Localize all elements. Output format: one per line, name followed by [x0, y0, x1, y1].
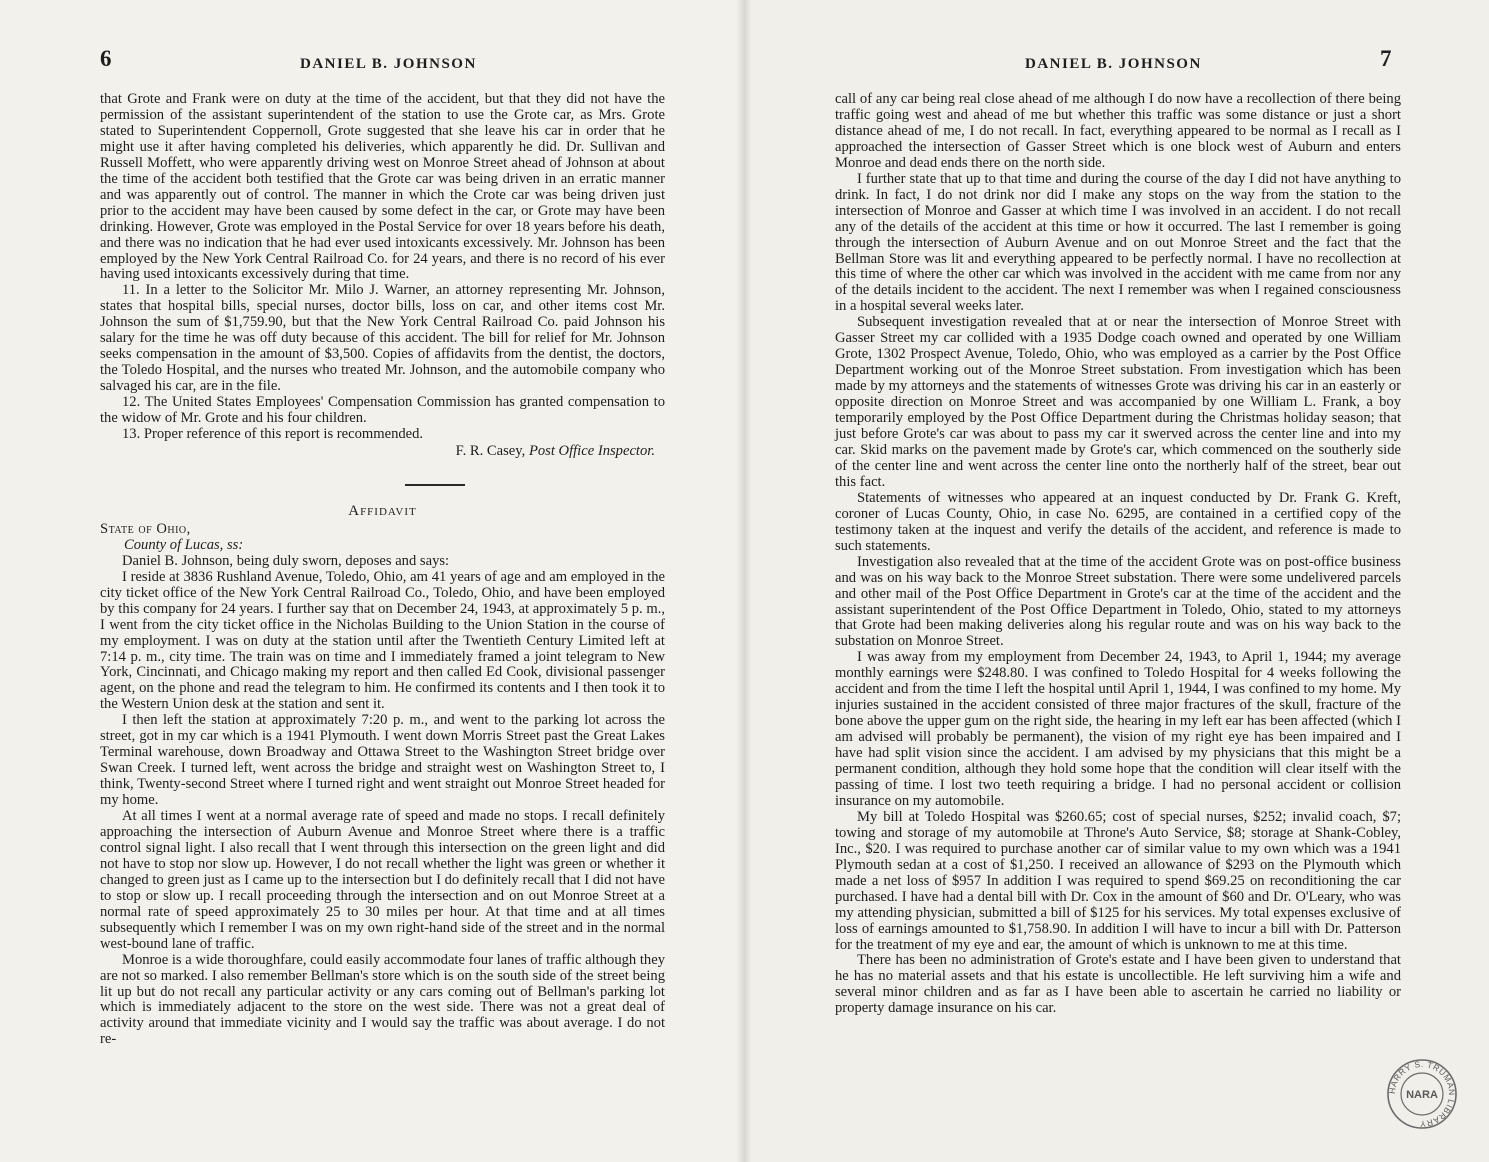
stamp-center-text: NARA: [1406, 1089, 1438, 1101]
paragraph: Statements of witnesses who appeared at an inquest conducted by Dr. Frank G. Kreft, coroner of Lucas County, Ohio, in case No. 6295, are contained in a certified copy of the testimony taken at the inquest and verify the details of the accident, and reference is made to such statements.: [835, 489, 1401, 554]
paragraph: There has been no administration of Grote's estate and I have been given to understand that he has no material assets and that his estate is uncollectible. He left surviving him a wife and several minor children and as far as I have been able to ascertain he carried no liability or property damage insurance on his car.: [835, 952, 1401, 1017]
paragraph: Subsequent investigation revealed that at or near the intersection of Monroe Street with Gasser Street my car collided with a 1935 Dodge coach owned and operated by one William Grote, 1302 Prospect Avenue, Toledo, Ohio, who was employed as a carrier by the Post Office Department working out of the Monroe Street substation. From investigation which has been made by my attorneys and the statements of witnesses Grote was driving his car in an easterly or opposite direction on Monroe Street and was accompanied by one William L. Frank, a boy temporarily employed by the Post Office Department during the Christmas holiday season; that just before Grote's car was about to pass my car it swerved across the center line and into my car. Skid marks on the pavement made by Grote's car, which commenced on the southerly side of the center line and went across the center line onto the northerly half of the street, bear out this fact.: [835, 314, 1401, 490]
nara-library-stamp-icon: [1386, 1058, 1458, 1130]
stamp-arc-text: HARRY S. TRUMAN LIBRARY: [1386, 1058, 1458, 1130]
page-number: 7: [1380, 46, 1392, 71]
paragraph: At all times I went at a normal average rate of speed and made no stops. I recall definitely approaching the intersection of Auburn Avenue and Monroe Street where there is a traffic control signal light. I also recall that I went through this intersection on the green light and did not have to stop nor slow up. However, I do not recall whether the light was green or whether it changed to green just as I came up to the intersection but I do definitely recall that I did not have to stop or slow up. I recall proceeding through the intersection and on out Monroe Street at a normal rate of speed approximately 25 to 30 miles per hour. At that time and at all times subsequently which I remember I was on my own right-hand side of the street and in the normal west-bound lane of traffic.: [100, 808, 665, 952]
paragraph: Monroe is a wide thoroughfare, could easily accommodate four lanes of traffic although they are not so marked. I also remember Bellman's store which is on the south side of the street being lit up but do not recall any particular activity or any cars coming out of Bellman's parking lot which is immediately adjacent to the store on the west side. There was not a great deal of activity around that immediate vicinity and I would say the traffic was about average. I do not re-: [100, 951, 665, 1048]
signature: [100, 444, 665, 460]
paragraph: I then left the station at approximately 7:20 p. m., and went to the parking lot across the street, got in my car which is a 1941 Plymouth. I went down Morris Street past the Great Lakes Terminal warehouse, down Broadway and Ottawa Street to the Washington Street bridge over Swan Creek. I turned left, went across the bridge and straight west on Washington Street to, I think, Twenty-second Street where I turned right and went straight out Monroe Street headed for my home.: [100, 712, 665, 809]
running-head: DANIEL B. JOHNSON: [300, 56, 477, 72]
paragraph: My bill at Toledo Hospital was $260.65; cost of special nurses, $252; invalid coach, $7; towing and storage of my automobile at Throne's Auto Service, $8; storage at Shank-Cobley, Inc., $20. I was required to purchase another car of similar value to my own which was a 1941 Plymouth sedan at a cost of $1,250. I received an allowance of $293 on the Plymouth which made a net loss of $957 In addition I was required to spend $69.25 on reconditioning the car purchased. I have had a dental bill with Dr. Cox in the amount of $60 and Dr. O'Leary, who was my attending physician, submitted a bill of $125 for his services. My total expenses exclusive of loss of earnings amounted to $1,758.90. In addition I will have to incur a bill with Dr. Patterson for the treatment of my eye and ear, the amount of which is unknown to me at this time.: [835, 808, 1401, 953]
state-line: State of Ohio,: [100, 520, 191, 537]
signature-name: F. R. Casey,: [455, 442, 526, 459]
paragraph: call of any car being real close ahead of me although I do now have a recollection of there being traffic going west and ahead of me but whether this traffic was some distance or just a short distance ahead of me, I do not recall. In fact, everything appeared to be normal as I recall as I approached the intersection of Gasser Street which is one block west of Auburn and enters Monroe and dead ends there on the north side.: [835, 91, 1401, 171]
right-column: [835, 92, 1401, 1017]
signature-title: Post Office Inspector.: [528, 442, 655, 459]
left-column: [100, 92, 665, 1048]
paragraph: 12. The United States Employees' Compensation Commission has granted compensation to the widow of Mr. Grote and his four children.: [100, 394, 665, 427]
paragraph: 11. In a letter to the Solicitor Mr. Milo J. Warner, an attorney representing Mr. Johnson, states that hospital bills, special nurses, doctor bills, loss on car, and other items cost Mr. Johnson the sum of $1,759.90, but that the New York Central Railroad Co. paid Johnson his salary for the time he was off duty because of this accident. The bill for relief for Mr. Johnson seeks compensation in the amount of $3,500. Copies of affidavits from the dentist, the doctors, the Toledo Hospital, and the nurses who treated Mr. Johnson, and the automobile company who salvaged his car, are in the file.: [100, 282, 665, 395]
paragraph: Daniel B. Johnson, being duly sworn, deposes and says:: [122, 552, 450, 569]
county-line: County of Lucas, ss:: [124, 536, 244, 553]
section-divider: [405, 484, 465, 486]
paragraph: Investigation also revealed that at the time of the accident Grote was on post-office business and was on his way back to the Monroe Street substation. There were some undelivered parcels and other mail of the Post Office Department in Grote's car at the time of the accident and the assistant superintendent of the Post Office Department in Toledo, Ohio, stated to my attorneys that Grote had been making deliveries along his regular route and was on his way back to the substation on Monroe Street.: [835, 553, 1401, 650]
paragraph: I was away from my employment from December 24, 1943, to April 1, 1944; my average monthly earnings were $248.80. I was confined to Toledo Hospital for 4 weeks following the accident and from the time I left the hospital until April 1, 1944, I was confined to my home. My injuries sustained in the accident consisted of three major fractures of the skull, fracture of the bone above the upper gum on the right side, the hearing in my left ear has been affected (which I am advised will probably be permanent), the vision of my right eye has been impaired and I have had split vision since the accident. I am advised by my physicians that this might be a permanent condition, although they hold some hope that the condition will clear itself with the passing of time. I lost two teeth requiring a bridge. I had no personal accident or collision insurance on my automobile.: [835, 649, 1401, 809]
paragraph: I further state that up to that time and during the course of the day I did not have anything to drink. In fact, I do not drink nor did I make any stops on the way from the station to the intersection of Monroe and Gasser at which time I was involved in an accident. I do not recall any of the details of the accident at this time or how it occurred. The last I remember is going through the intersection of Auburn Avenue and on out Monroe Street and the fact that the Bellman Store was lit and everything appeared to be perfectly normal. I have no recollection at this time of where the other car which was involved in the accident with me came from nor any of the details incident to the accident. The next I remember was when I regained consciousness in a hospital several weeks later.: [835, 170, 1401, 315]
paragraph: 13. Proper reference of this report is recommended.: [122, 426, 424, 443]
running-head: DANIEL B. JOHNSON: [1025, 56, 1202, 72]
paragraph: that Grote and Frank were on duty at the time of the accident, but that they did not have the permission of the assistant superintendent of the station to use the Grote car, as Mrs. Grote stated to Superintendent Coppernoll, Grote suggested that she leave his car in order that he might use it after having completed his deliveries, which apparently he did. Dr. Sullivan and Russell Moffett, who were apparently driving west on Monroe Street ahead of Johnson at about the time of the accident both testified that the Grote car was being driven in an erratic manner and was apparently out of control. The manner in which the Crote car was being driven just prior to the accident may have been caused by some defect in the car, or Grote may have been drinking. However, Grote was employed in the Postal Service for over 18 years before his death, and there was no indication that he had ever used intoxicants excessively. Mr. Johnson has been employed by the New York Central Railroad Co. for 24 years, and there is no record of his ever having used intoxicants excessively during that time.: [100, 91, 665, 283]
paragraph: I reside at 3836 Rushland Avenue, Toledo, Ohio, am 41 years of age and am employed in the city ticket office of the New York Central Railroad Co., Toledo, Ohio, and have been employed by this company for 24 years. I further say that on December 24, 1943, at approximately 5 p. m., I went from the city ticket office in the Nicholas Building to the Union Station in the course of my employment. I was on duty at the station until after the Twentieth Century Limited left at 7:14 p. m., city time. The train was on time and I immediately framed a joint telegram to New York, Cincinnati, and Chicago making my report and then called Ed Cook, divisional passenger agent, on the phone and read the telegram to him. He confirmed its contents and I then took it to the Western Union desk at the station and sent it.: [100, 568, 665, 713]
affidavit-heading: Affidavit: [348, 502, 417, 519]
left-page: [0, 0, 744, 1162]
book-gutter: [736, 0, 752, 1162]
page-number: 6: [100, 46, 112, 71]
